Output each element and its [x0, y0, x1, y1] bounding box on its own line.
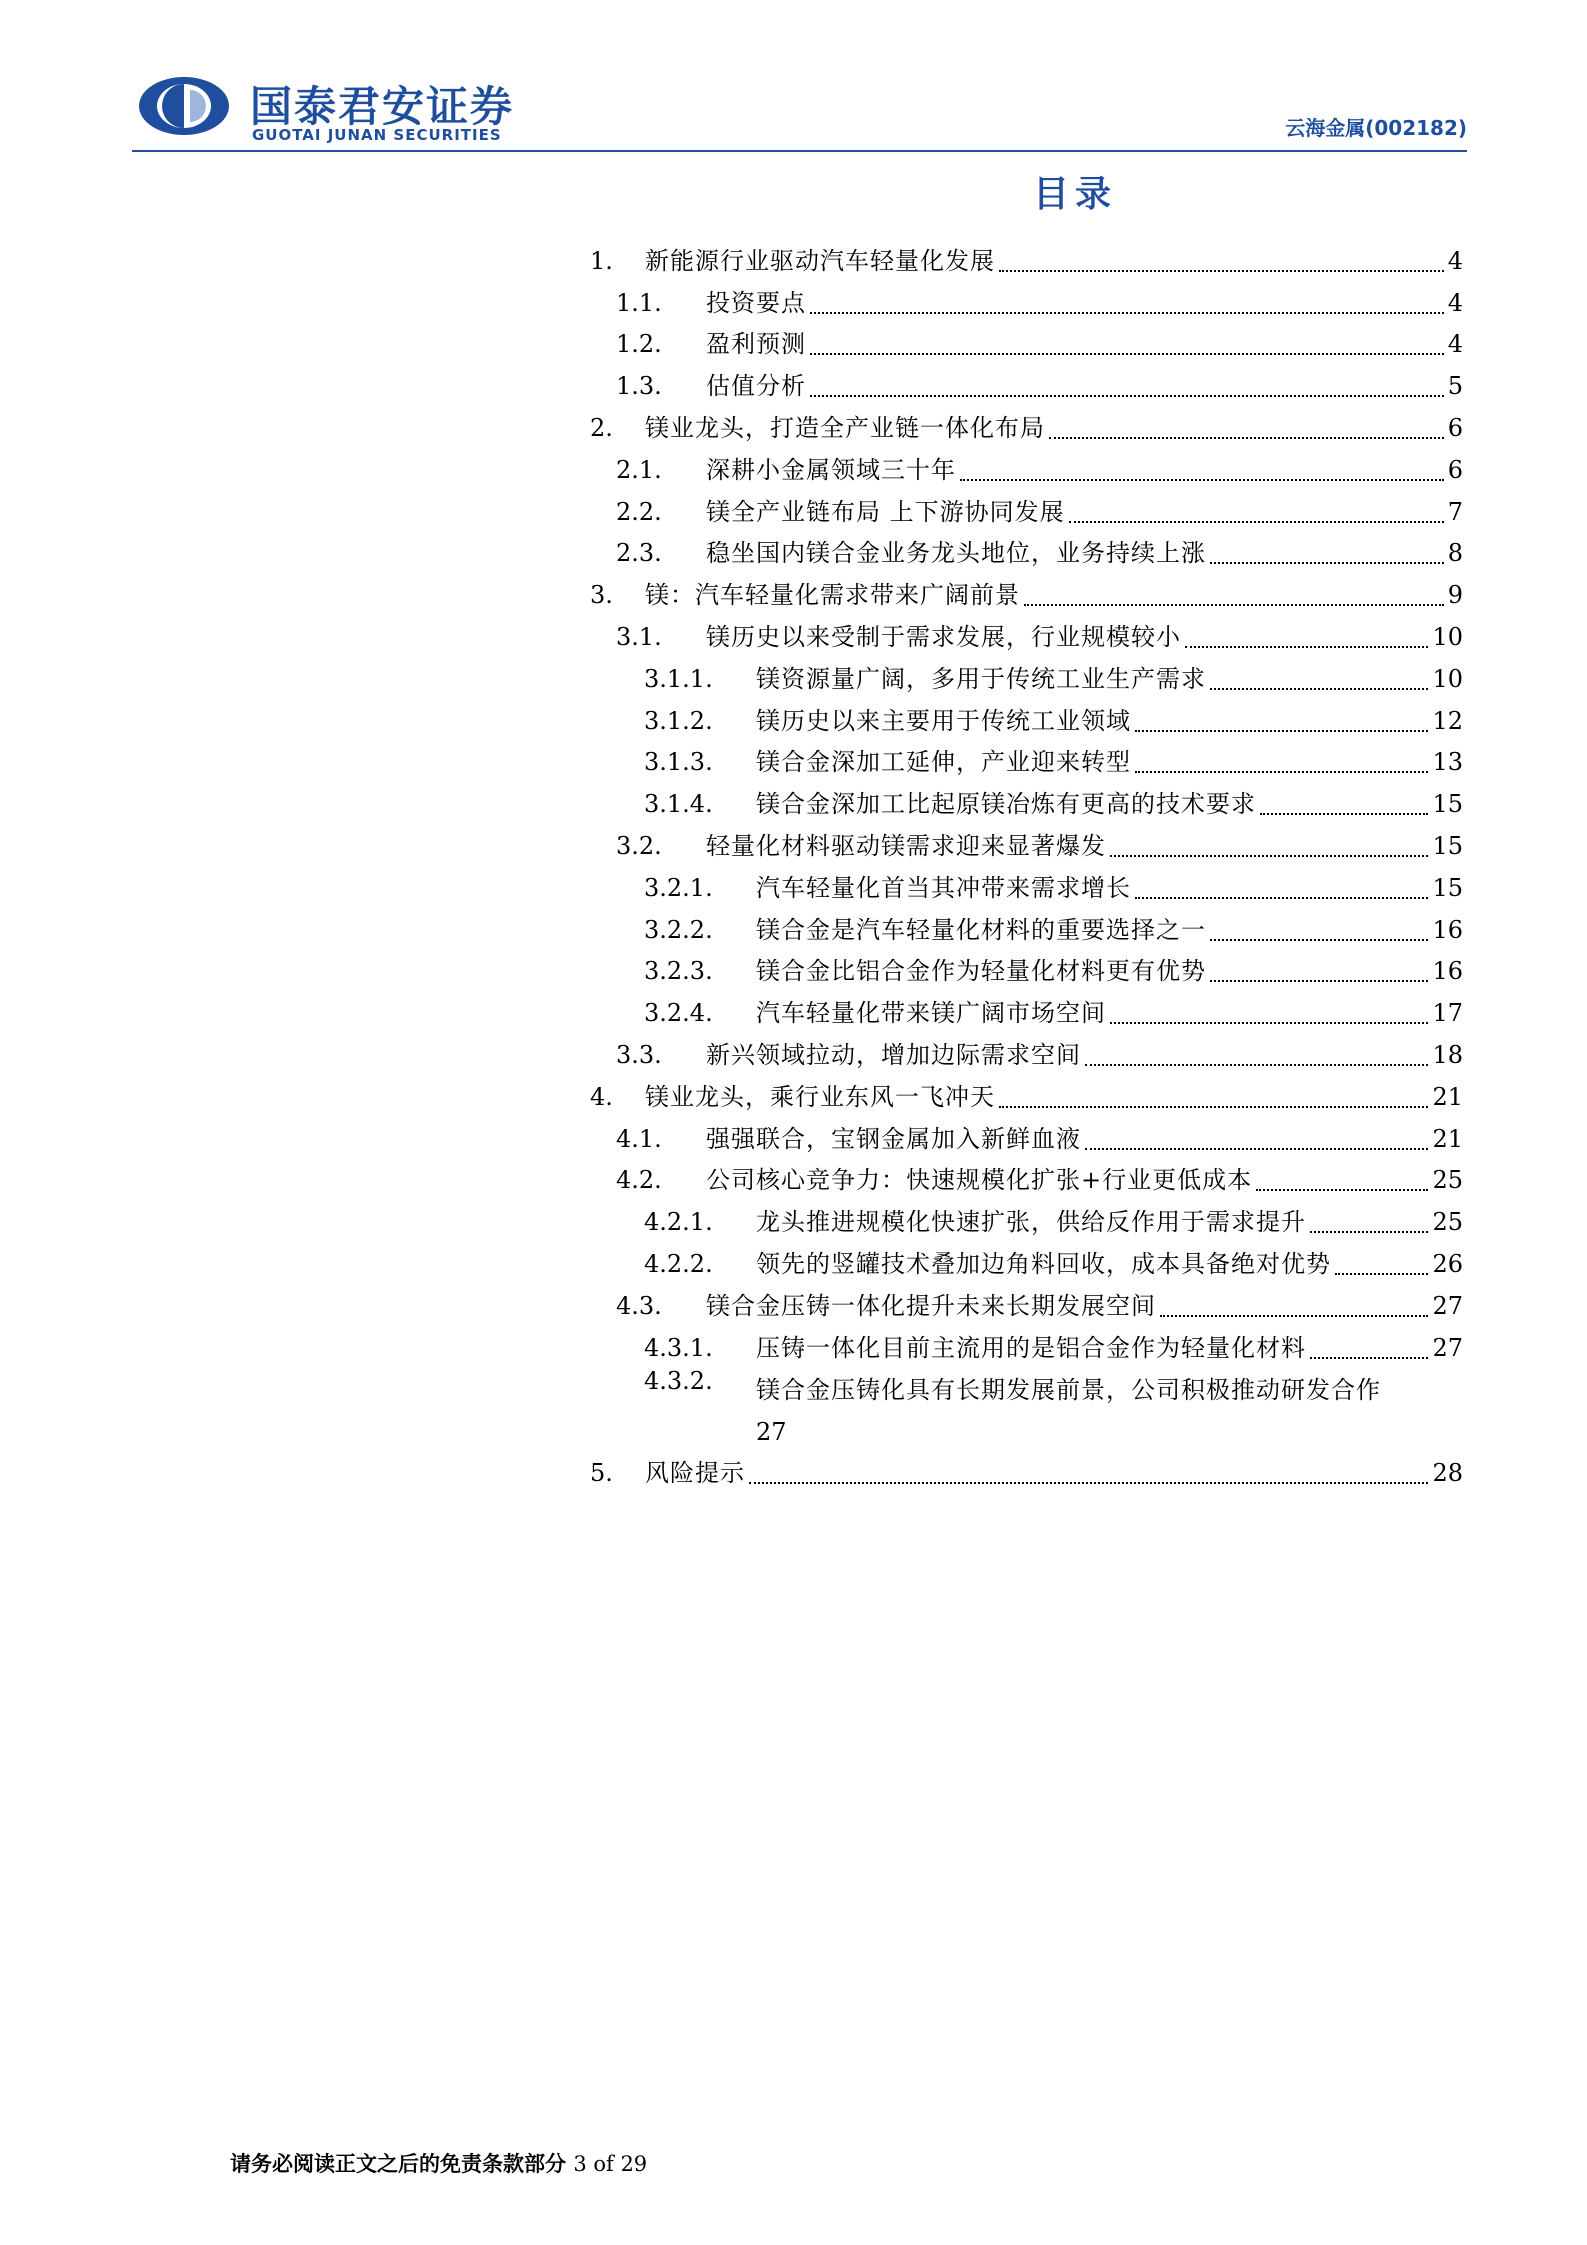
toc-entry-page: 27: [756, 1417, 787, 1446]
toc-entry[interactable]: [590, 1034, 1463, 1076]
toc-entry-text: 估值分析: [706, 372, 806, 401]
toc-entry[interactable]: [590, 324, 1463, 366]
toc-entry-page: 7: [1447, 497, 1463, 526]
toc-entry-text: 镁合金比铝合金作为轻量化材料更有优势: [756, 957, 1206, 986]
toc-dot-leader: [1210, 668, 1428, 690]
toc-entry-page: 27: [1432, 1333, 1463, 1362]
toc-entry-page: 27: [1432, 1291, 1463, 1320]
header-divider: [132, 150, 1467, 152]
toc-entry-text: 镁全产业链布局 上下游协同发展: [706, 497, 1065, 526]
toc-entry-page: 16: [1432, 957, 1463, 986]
toc-entry[interactable]: [590, 825, 1463, 867]
toc-entry[interactable]: [590, 783, 1463, 825]
toc-entry-page: 17: [1432, 999, 1463, 1028]
toc-entry-number: 3.1.1.: [644, 664, 713, 693]
toc-entry-text: 风险提示: [645, 1459, 745, 1488]
toc-entry-text: 镁历史以来受制于需求发展，行业规模较小: [706, 623, 1181, 652]
toc-entry-number: 4.2.2.: [644, 1250, 713, 1279]
toc-entry-number: 4.2.: [616, 1166, 662, 1195]
toc-entry-number: 4.3.: [616, 1291, 662, 1320]
toc-dot-leader: [1085, 1044, 1428, 1066]
toc-dot-leader: [1110, 1002, 1428, 1024]
toc-entry-text: 镁合金是汽车轻量化材料的重要选择之一: [756, 915, 1206, 944]
toc-dot-leader: [1160, 1295, 1428, 1317]
toc-dot-leader: [1185, 626, 1428, 648]
toc-dot-leader: [1210, 960, 1428, 982]
toc-entry-text: 镁合金压铸化具有长期发展前景，公司积极推动研发合作: [756, 1375, 1381, 1404]
toc-entry-number: 4.1.: [616, 1124, 662, 1153]
toc-entry-number: 2.3.: [616, 539, 662, 568]
toc-dot-leader: [810, 333, 1444, 355]
toc-entry-page: 12: [1432, 706, 1463, 735]
toc-entry-text: 镁业龙头，打造全产业链一体化布局: [645, 414, 1045, 443]
toc-dot-leader: [749, 1462, 1428, 1484]
toc-entry[interactable]: [590, 449, 1463, 491]
table-of-contents: [590, 240, 1463, 1494]
toc-entry-page: 28: [1432, 1459, 1463, 1488]
toc-dot-leader: [1310, 1211, 1428, 1233]
toc-entry-page: 18: [1432, 1041, 1463, 1070]
toc-entry[interactable]: [590, 365, 1463, 407]
toc-dot-leader: [1049, 417, 1444, 439]
company-name-en: GUOTAI JUNAN SECURITIES: [252, 126, 502, 144]
toc-entry[interactable]: [590, 1160, 1463, 1202]
toc-entry-page: 6: [1447, 455, 1463, 484]
toc-entry[interactable]: [590, 282, 1463, 324]
toc-entry-number: 3.1.4.: [644, 790, 713, 819]
toc-dot-leader: [1256, 1169, 1428, 1191]
toc-entry-text: 轻量化材料驱动镁需求迎来显著爆发: [706, 832, 1106, 861]
toc-entry[interactable]: [590, 992, 1463, 1034]
toc-entry[interactable]: [590, 491, 1463, 533]
company-name-cn: 国泰君安证券: [250, 82, 515, 131]
toc-entry-number: 3.: [590, 581, 613, 610]
toc-dot-leader: [960, 459, 1444, 481]
toc-entry[interactable]: [590, 1453, 1463, 1495]
toc-entry-number: 4.2.1.: [644, 1208, 713, 1237]
toc-entry-text: 深耕小金属领域三十年: [706, 455, 956, 484]
toc-entry-text: 汽车轻量化带来镁广阔市场空间: [756, 999, 1106, 1028]
toc-dot-leader: [810, 292, 1444, 314]
toc-entry-number: 4.3.1.: [644, 1333, 713, 1362]
page-number: 3 of 29: [573, 2152, 648, 2176]
toc-entry-text: 镁合金深加工比起原镁冶炼有更高的技术要求: [756, 790, 1256, 819]
toc-entry-number: 1.2.: [616, 330, 662, 359]
toc-entry-text: 镁合金压铸一体化提升未来长期发展空间: [706, 1291, 1156, 1320]
toc-entry-text: 盈利预测: [706, 330, 806, 359]
toc-entry-page: 21: [1432, 1082, 1463, 1111]
toc-entry-number: 2.: [590, 414, 613, 443]
toc-entry[interactable]: [590, 1243, 1463, 1285]
toc-entry-page: 10: [1432, 664, 1463, 693]
page-header: [132, 66, 1467, 152]
toc-entry[interactable]: [590, 407, 1463, 449]
toc-entry-number: 3.2.3.: [644, 957, 713, 986]
toc-entry-number: 4.: [590, 1082, 613, 1111]
toc-entry[interactable]: [590, 1327, 1463, 1369]
toc-entry-page: 8: [1447, 539, 1463, 568]
toc-entry-page: 4: [1447, 288, 1463, 317]
toc-entry[interactable]: [590, 742, 1463, 784]
toc-dot-leader: [810, 375, 1444, 397]
toc-dot-leader: [1135, 710, 1428, 732]
toc-entry-page: 9: [1447, 581, 1463, 610]
toc-dot-leader: [1310, 1337, 1428, 1359]
toc-entry-page: 25: [1432, 1208, 1463, 1237]
toc-dot-leader: [1085, 1128, 1428, 1150]
toc-entry-text: 镁资源量广阔，多用于传统工业生产需求: [756, 664, 1206, 693]
toc-entry[interactable]: [590, 867, 1463, 909]
toc-entry-text: 压铸一体化目前主流用的是铝合金作为轻量化材料: [756, 1333, 1306, 1362]
toc-entry-page: 13: [1432, 748, 1463, 777]
toc-dot-leader: [1210, 919, 1428, 941]
toc-dot-leader: [1135, 751, 1428, 773]
toc-entry-number: 3.2.1.: [644, 873, 713, 902]
toc-title: 目录: [1032, 174, 1117, 215]
toc-entry-text: 公司核心竞争力：快速规模化扩张+行业更低成本: [706, 1166, 1253, 1195]
page-footer: [230, 2148, 647, 2178]
toc-dot-leader: [1069, 501, 1444, 523]
toc-entry[interactable]: [590, 1076, 1463, 1118]
toc-entry[interactable]: [590, 909, 1463, 951]
toc-entry-number: 2.1.: [616, 455, 662, 484]
toc-entry-number: 1.3.: [616, 372, 662, 401]
toc-entry-number: 3.2.: [616, 832, 662, 861]
toc-entry[interactable]: [590, 951, 1463, 993]
toc-entry-number: 3.3.: [616, 1041, 662, 1070]
toc-entry[interactable]: [590, 658, 1463, 700]
toc-entry-number: 1.: [590, 246, 613, 275]
toc-entry-number: 5.: [590, 1459, 613, 1488]
company-logo-icon: [138, 76, 230, 136]
toc-entry-text: 镁历史以来主要用于传统工业领域: [756, 706, 1131, 735]
toc-entry-text: 新兴领域拉动，增加边际需求空间: [706, 1041, 1081, 1070]
toc-entry[interactable]: [590, 700, 1463, 742]
toc-entry-number: 2.2.: [616, 497, 662, 526]
toc-dot-leader: [1335, 1253, 1428, 1275]
toc-entry[interactable]: [590, 1285, 1463, 1327]
toc-dot-leader: [1210, 542, 1444, 564]
toc-entry-page: 4: [1447, 330, 1463, 359]
toc-entry-text: 领先的竖罐技术叠加边角料回收，成本具备绝对优势: [756, 1250, 1331, 1279]
toc-entry-text: 汽车轻量化首当其冲带来需求增长: [756, 873, 1131, 902]
toc-entry[interactable]: [590, 1118, 1463, 1160]
toc-entry-text: 新能源行业驱动汽车轻量化发展: [645, 246, 995, 275]
toc-entry-number: 4.3.2.: [644, 1366, 713, 1395]
toc-dot-leader: [1135, 877, 1428, 899]
toc-entry-page: 4: [1447, 246, 1463, 275]
toc-dot-leader: [1110, 835, 1428, 857]
toc-dot-leader: [1024, 584, 1444, 606]
toc-entry-page: 6: [1447, 414, 1463, 443]
toc-entry-page: 5: [1447, 372, 1463, 401]
toc-entry-text: 强强联合，宝钢金属加入新鲜血液: [706, 1124, 1081, 1153]
toc-entry-number: 3.1.2.: [644, 706, 713, 735]
toc-entry-page: 16: [1432, 915, 1463, 944]
toc-entry[interactable]: [590, 533, 1463, 575]
toc-entry-number: 3.2.2.: [644, 915, 713, 944]
toc-entry[interactable]: [590, 616, 1463, 658]
toc-entry[interactable]: [590, 240, 1463, 282]
toc-entry-number: 3.1.3.: [644, 748, 713, 777]
toc-entry-number: 1.1.: [616, 288, 662, 317]
stock-label: 云海金属(002182): [1285, 116, 1467, 140]
toc-entry-text: 镁业龙头，乘行业东风一飞冲天: [645, 1082, 995, 1111]
toc-entry-page: 25: [1432, 1166, 1463, 1195]
toc-entry-page: 26: [1432, 1250, 1463, 1279]
toc-dot-leader: [1260, 793, 1428, 815]
toc-entry-page: 10: [1432, 623, 1463, 652]
toc-entry-page: 21: [1432, 1124, 1463, 1153]
toc-entry[interactable]: [590, 1366, 1463, 1453]
toc-dot-leader: [999, 250, 1444, 272]
toc-entry-text: 镁：汽车轻量化需求带来广阔前景: [645, 581, 1020, 610]
toc-entry-page: 15: [1432, 873, 1463, 902]
disclaimer-text: 请务必阅读正文之后的免责条款部分: [230, 2151, 566, 2176]
toc-dot-leader: [999, 1086, 1428, 1108]
toc-entry-page: 15: [1432, 790, 1463, 819]
toc-entry[interactable]: [590, 1201, 1463, 1243]
toc-entry-number: 3.1.: [616, 623, 662, 652]
toc-entry-text: 镁合金深加工延伸，产业迎来转型: [756, 748, 1131, 777]
toc-entry-text: 投资要点: [706, 288, 806, 317]
toc-entry[interactable]: [590, 574, 1463, 616]
toc-entry-number: 3.2.4.: [644, 999, 713, 1028]
toc-entry-page: 15: [1432, 832, 1463, 861]
toc-entry-text: 龙头推进规模化快速扩张，供给反作用于需求提升: [756, 1208, 1306, 1237]
toc-entry-text: 稳坐国内镁合金业务龙头地位，业务持续上涨: [706, 539, 1206, 568]
